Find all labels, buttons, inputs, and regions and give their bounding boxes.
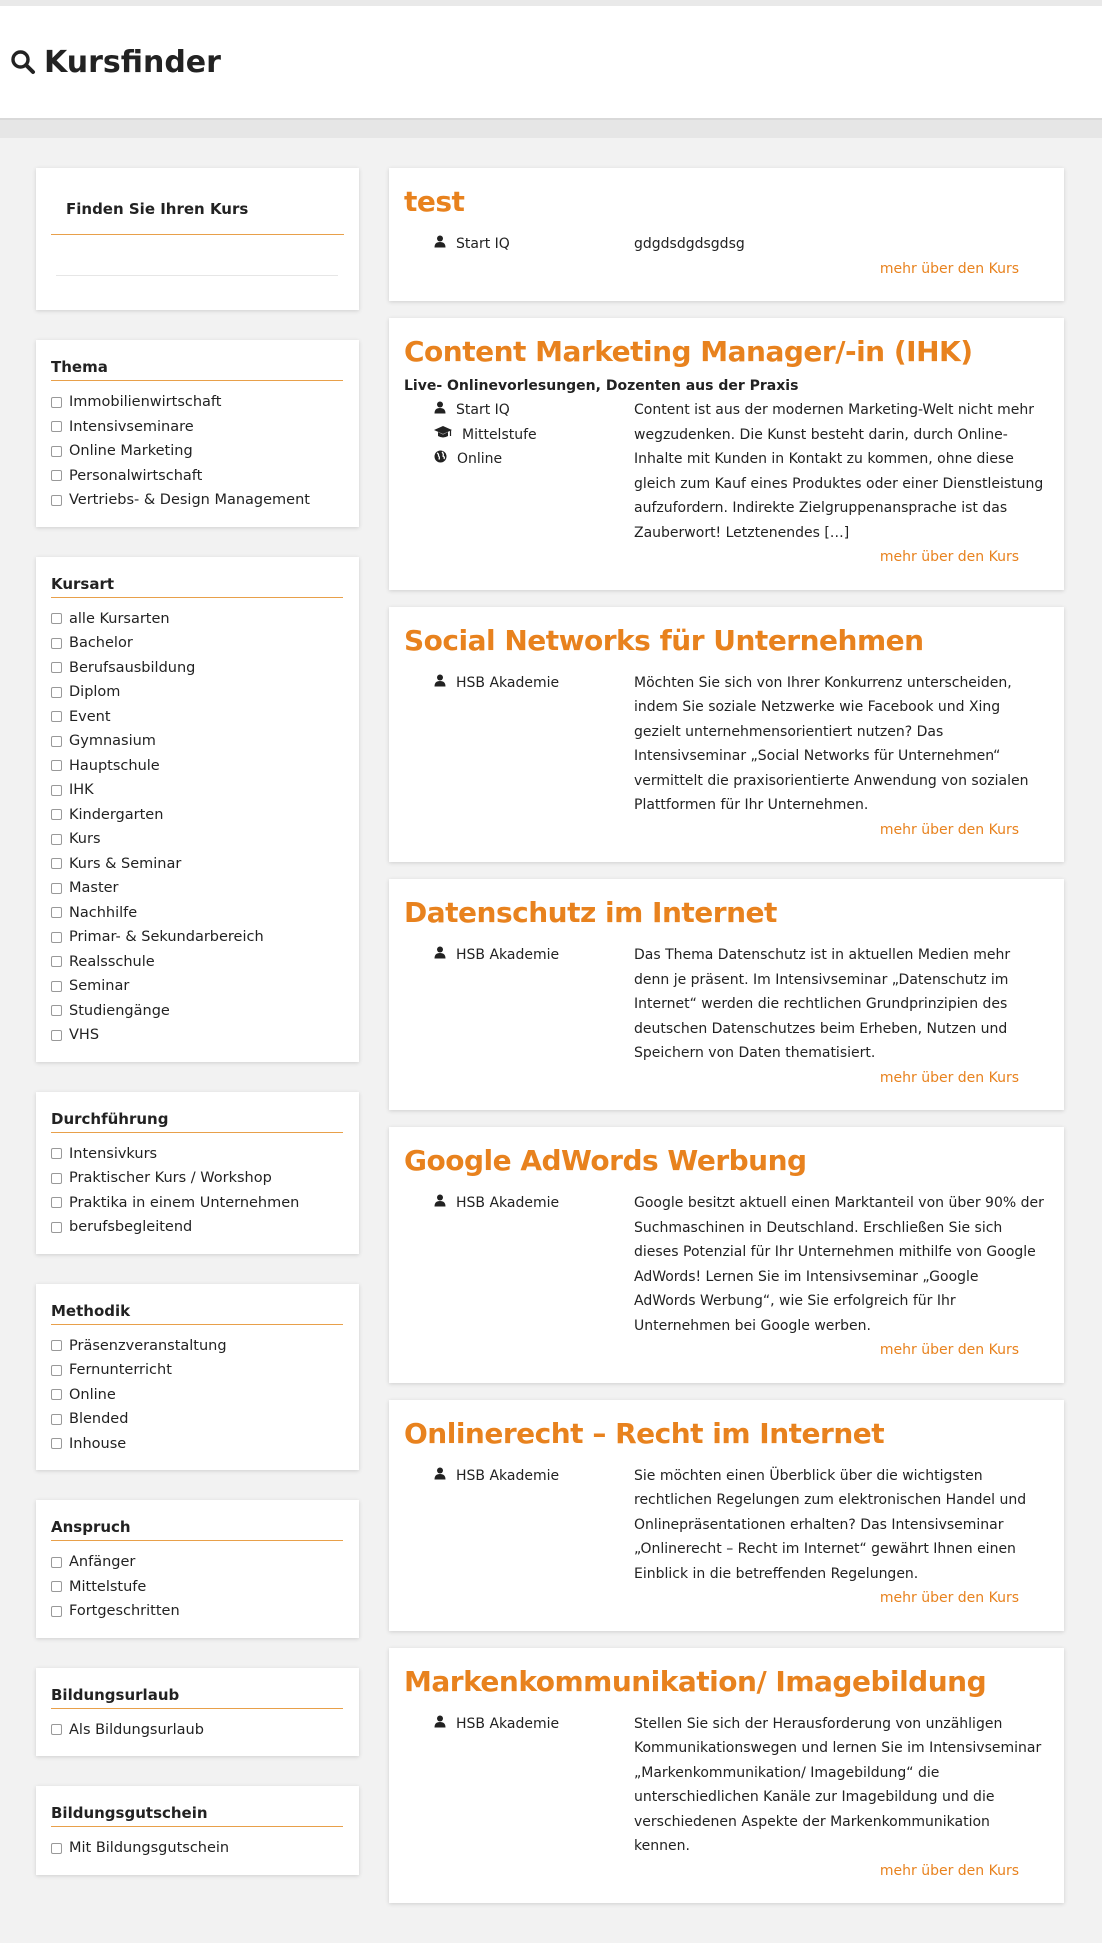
- filter-option-label: Bachelor: [69, 635, 133, 651]
- course-meta-item: [434, 1191, 634, 1216]
- course-title[interactable]: Content Marketing Manager/-in (IHK): [404, 335, 973, 368]
- checkbox[interactable]: [51, 1340, 62, 1351]
- course-description: gdgdsdgdsgdsg: [634, 236, 745, 252]
- page-title-text: Kursfinder: [44, 44, 221, 80]
- filter-option-event[interactable]: [51, 705, 343, 730]
- filter-group-title: Thema: [51, 358, 343, 381]
- user-icon: [434, 398, 446, 423]
- course-title[interactable]: Google AdWords Werbung: [404, 1144, 807, 1177]
- filter-option-label: Diplom: [69, 684, 121, 700]
- user-icon: [434, 671, 446, 696]
- course-meta-item: [434, 1464, 634, 1489]
- course-body: [404, 398, 1049, 545]
- checkbox[interactable]: [51, 1557, 62, 1568]
- checkbox[interactable]: [51, 785, 62, 796]
- filter-option-label: Realsschule: [69, 953, 155, 970]
- checkbox[interactable]: [51, 1222, 62, 1233]
- find-course-widget: [36, 168, 359, 310]
- checkbox[interactable]: [51, 495, 62, 506]
- user-icon: [434, 1712, 446, 1737]
- filter-option-label: Primar- & Sekundarbereich: [69, 929, 264, 945]
- checkbox[interactable]: [51, 932, 62, 943]
- checkbox[interactable]: [51, 1438, 62, 1449]
- filter-option-personalwirtschaft[interactable]: [51, 464, 343, 489]
- filter-option-fortgeschritten[interactable]: [51, 1599, 343, 1624]
- checkbox[interactable]: [51, 421, 62, 432]
- checkbox[interactable]: [51, 1843, 62, 1854]
- course-more-link[interactable]: mehr über den Kurs: [879, 549, 1019, 565]
- search-icon: [10, 49, 36, 75]
- filter-option-mit-bildungsgutschein[interactable]: [51, 1836, 343, 1861]
- course-title[interactable]: Datenschutz im Internet: [404, 896, 777, 929]
- course-meta-item: [434, 671, 634, 696]
- filter-group-title: Methodik: [51, 1302, 343, 1325]
- filter-option-label: Praktika in einem Unternehmen: [69, 1194, 300, 1211]
- course-meta: [404, 232, 634, 257]
- course-meta-text: HSB Akademie: [456, 674, 560, 691]
- filter-option-immobilienwirtschaft[interactable]: [51, 390, 343, 415]
- filter-option-label: Kurs: [69, 831, 101, 847]
- filter-option-nachhilfe[interactable]: [51, 901, 343, 926]
- main-layout: [0, 138, 1102, 1920]
- course-body: [404, 1712, 1049, 1859]
- checkbox[interactable]: [51, 858, 62, 869]
- checkbox[interactable]: [51, 1030, 62, 1041]
- filter-option-label: Mit Bildungsgutschein: [69, 1840, 230, 1856]
- course-title[interactable]: test: [404, 185, 465, 218]
- checkbox[interactable]: [51, 1197, 62, 1208]
- checkbox[interactable]: [51, 613, 62, 624]
- filter-option-hauptschule[interactable]: [51, 754, 343, 779]
- course-body: [404, 671, 1049, 818]
- filter-option-label: Anfänger: [69, 1554, 136, 1570]
- checkbox[interactable]: [51, 687, 62, 698]
- filter-group-title: Bildungsgutschein: [51, 1804, 343, 1827]
- filter-option-als-bildungsurlaub[interactable]: [51, 1718, 343, 1743]
- course-meta: [404, 1191, 634, 1338]
- checkbox[interactable]: [51, 834, 62, 845]
- divider: [56, 275, 338, 276]
- course-more-link[interactable]: mehr über den Kurs: [879, 1862, 1019, 1879]
- find-course-title: Finden Sie Ihren Kurs: [51, 200, 344, 235]
- course-more-link[interactable]: mehr über den Kurs: [879, 1342, 1019, 1358]
- filter-option-label: Online Marketing: [69, 443, 193, 459]
- filter-option-alle-kursarten[interactable]: [51, 607, 343, 632]
- checkbox[interactable]: [51, 736, 62, 747]
- course-meta: [404, 1712, 634, 1859]
- user-icon: [434, 943, 446, 968]
- filter-option-label: Nachhilfe: [69, 904, 138, 921]
- course-body: [404, 232, 1049, 257]
- checkbox[interactable]: [51, 1148, 62, 1159]
- course-meta-text: Start IQ: [456, 236, 510, 252]
- filter-option-kurs[interactable]: [51, 827, 343, 852]
- course-description: Stellen Sie sich der Herausforderung von unzähligen Kommunikationswegen und lernen Sie im Intensivseminar „Markenkommunikation/ Imagebildung“ die unterschiedlichen Kanäle zur Imagebildung und die verschiedenen Aspekte der Markenkommunikation kennen.: [634, 1715, 1042, 1854]
- filter-option-label: alle Kursarten: [69, 610, 170, 627]
- filter-option-label: Als Bildungsurlaub: [69, 1721, 204, 1738]
- course-meta-item: [434, 447, 634, 472]
- filter-group-kursart: [36, 557, 359, 1062]
- filter-group-durchfuhrung: [36, 1092, 359, 1254]
- checkbox[interactable]: [51, 981, 62, 992]
- filter-option-label: Intensivkurs: [69, 1145, 158, 1162]
- filter-option-label: Inhouse: [69, 1435, 127, 1452]
- filter-option-label: Event: [69, 708, 111, 725]
- filter-option-label: Master: [69, 880, 119, 896]
- filter-option-label: Gymnasium: [69, 733, 156, 749]
- filter-option-berufsausbildung[interactable]: [51, 656, 343, 681]
- filter-option-diplom[interactable]: [51, 680, 343, 705]
- user-icon: [434, 1191, 446, 1216]
- filter-option-label: Intensivseminare: [69, 418, 194, 435]
- checkbox[interactable]: [51, 1005, 62, 1016]
- course-card: [389, 879, 1064, 1110]
- checkbox[interactable]: [51, 638, 62, 649]
- filter-option-label: Kindergarten: [69, 806, 164, 823]
- filter-option-realsschule[interactable]: [51, 950, 343, 975]
- filter-option-label: Immobilienwirtschaft: [69, 394, 222, 410]
- filter-option-praktischer-kurs-workshop[interactable]: [51, 1166, 343, 1191]
- filter-option-seminar[interactable]: [51, 974, 343, 999]
- checkbox[interactable]: [51, 1581, 62, 1592]
- course-meta-text: Start IQ: [456, 402, 510, 418]
- course-meta-item: [434, 1712, 634, 1737]
- filter-option-label: Seminar: [69, 978, 130, 994]
- course-title[interactable]: Social Networks für Unternehmen: [404, 623, 924, 657]
- checkbox[interactable]: [51, 907, 62, 918]
- filter-group-title: Bildungsurlaub: [51, 1686, 343, 1709]
- course-meta-item: [434, 232, 634, 257]
- course-meta: [404, 398, 634, 545]
- filter-group-anspruch: [36, 1500, 359, 1638]
- checkbox[interactable]: [51, 760, 62, 771]
- filter-option-label: Kurs & Seminar: [69, 855, 182, 872]
- course-description: Sie möchten einen Überblick über die wichtigsten rechtlichen Regelungen zum elektronischen Handel und Onlinepräsentationen erhalten? Das Intensivseminar „Onlinerecht – Recht im Internet“ gewährt Ihnen einen Einblick in die betreffenden Regelungen.: [634, 1467, 1027, 1582]
- checkbox[interactable]: [51, 956, 62, 967]
- filter-option-master[interactable]: [51, 876, 343, 901]
- filter-option-label: Studiengänge: [69, 1002, 170, 1019]
- header-band: [0, 120, 1102, 138]
- filter-group-thema: [36, 340, 359, 527]
- checkbox[interactable]: [51, 662, 62, 673]
- filter-option-intensivseminare[interactable]: [51, 415, 343, 440]
- course-meta-text: HSB Akademie: [456, 947, 560, 963]
- filter-option-label: Personalwirtschaft: [69, 467, 203, 484]
- filter-option-label: Vertriebs- & Design Management: [69, 492, 310, 508]
- course-body: [404, 1464, 1049, 1587]
- course-meta: [404, 671, 634, 818]
- user-icon: [434, 1464, 446, 1489]
- course-description: Möchten Sie sich von Ihrer Konkurrenz unterscheiden, indem Sie soziale Netzwerke wie Facebook und Xing gezielt unternehmensorientiert nutzen? Das Intensivseminar „Social Networks für Unternehmen“ vermittelt die praxisorientierte Anwendung von sozialen Plattformen für Ihr Unternehmen.: [634, 674, 1029, 813]
- course-card: [389, 1400, 1064, 1631]
- filter-option-label: IHK: [69, 782, 94, 798]
- checkbox[interactable]: [51, 1724, 62, 1735]
- filter-group-title: Kursart: [51, 575, 343, 598]
- filter-group-title: Anspruch: [51, 1518, 343, 1541]
- checkbox[interactable]: [51, 1389, 62, 1400]
- globe-icon: [434, 447, 447, 472]
- user-icon: [434, 232, 446, 257]
- filter-option-label: berufsbegleitend: [69, 1219, 193, 1235]
- course-subtitle: Live- Onlinevorlesungen, Dozenten aus der Praxis: [404, 378, 799, 394]
- checkbox[interactable]: [51, 397, 62, 408]
- filter-option-vertriebs-design-management[interactable]: [51, 488, 343, 513]
- course-description: Content ist aus der modernen Marketing-Welt nicht mehr wegzudenken. Die Kunst besteht darin, durch Online-Inhalte mit Kunden in Kontakt zu kommen, ohne diese gleich zum Kauf eines Produktes oder einer Dienstleistung aufzufordern. Indirekte Zielgruppenansprache ist das Zauberwort! Letztenendes […]: [634, 402, 1044, 541]
- filter-option-bachelor[interactable]: [51, 631, 343, 656]
- filter-option-label: Präsenzveranstaltung: [69, 1337, 227, 1354]
- page-title: [10, 45, 221, 80]
- filter-option-kindergarten[interactable]: [51, 803, 343, 828]
- filter-option-berufsbegleitend[interactable]: [51, 1215, 343, 1240]
- course-more-link[interactable]: mehr über den Kurs: [879, 821, 1019, 838]
- filter-option-fernunterricht[interactable]: [51, 1358, 343, 1383]
- course-meta-text: HSB Akademie: [456, 1715, 560, 1732]
- course-description: Das Thema Datenschutz ist in aktuellen Medien mehr denn je präsent. Im Intensivseminar „Datenschutz im Internet“ werden die rechtlichen Grundprinzipien des deutschen Datenschutzes beim Erheben, Nutzen und Speichern von Daten thematisiert.: [634, 947, 1011, 1061]
- checkbox[interactable]: [51, 446, 62, 457]
- course-meta: [404, 943, 634, 1066]
- course-body: [404, 1191, 1049, 1338]
- course-meta-text: HSB Akademie: [456, 1195, 560, 1211]
- filter-option-label: VHS: [69, 1027, 100, 1043]
- course-body: [404, 943, 1049, 1066]
- filter-option-inhouse[interactable]: [51, 1432, 343, 1457]
- filter-option-label: Hauptschule: [69, 757, 160, 774]
- course-meta-item: [434, 423, 634, 448]
- checkbox[interactable]: [51, 883, 62, 894]
- filter-option-label: Berufsausbildung: [69, 659, 196, 676]
- filter-option-online-marketing[interactable]: [51, 439, 343, 464]
- filter-option-anfanger[interactable]: [51, 1550, 343, 1575]
- checkbox[interactable]: [51, 470, 62, 481]
- course-meta-text: Mittelstufe: [462, 426, 537, 443]
- course-meta-item: [434, 943, 634, 968]
- course-card: [389, 168, 1064, 301]
- course-meta-item: [434, 398, 634, 423]
- filter-option-ihk[interactable]: [51, 778, 343, 803]
- graduation-cap-icon: [434, 423, 452, 448]
- course-more-link[interactable]: mehr über den Kurs: [879, 1590, 1019, 1606]
- course-more-link[interactable]: mehr über den Kurs: [879, 260, 1019, 277]
- checkbox[interactable]: [51, 1365, 62, 1376]
- course-meta-text: HSB Akademie: [456, 1467, 560, 1484]
- course-description: Google besitzt aktuell einen Marktanteil von über 90% der Suchmaschinen in Deutschland. Erschließen Sie sich dieses Potenzial für Ihr Unternehmen mithilfe von Google AdWords! Lernen Sie im Intensivseminar „Google AdWords Werbung“, wie Sie erfolgreich für Ihr Unternehmen bei Google werben.: [634, 1195, 1044, 1334]
- filter-option-praktika-in-einem-unternehmen[interactable]: [51, 1191, 343, 1216]
- filter-option-primar-sekundarbereich[interactable]: [51, 925, 343, 950]
- filter-option-gymnasium[interactable]: [51, 729, 343, 754]
- filter-option-kurs-seminar[interactable]: [51, 852, 343, 877]
- filter-option-blended[interactable]: [51, 1407, 343, 1432]
- course-meta: [404, 1464, 634, 1587]
- checkbox[interactable]: [51, 1414, 62, 1425]
- filter-option-label: Fortgeschritten: [69, 1603, 180, 1619]
- filter-option-mittelstufe[interactable]: [51, 1575, 343, 1600]
- filter-option-label: Mittelstufe: [69, 1578, 147, 1595]
- course-card: [389, 1127, 1064, 1383]
- filter-option-label: Blended: [69, 1411, 129, 1427]
- filter-option-label: Praktischer Kurs / Workshop: [69, 1170, 272, 1186]
- filter-option-prasenzveranstaltung[interactable]: [51, 1334, 343, 1359]
- filter-option-vhs[interactable]: [51, 1023, 343, 1048]
- filter-group-bildungsurlaub: [36, 1668, 359, 1757]
- course-card: [389, 318, 1064, 590]
- course-title[interactable]: Onlinerecht – Recht im Internet: [404, 1416, 885, 1450]
- course-card: [389, 607, 1064, 863]
- filter-group-methodik: [36, 1284, 359, 1471]
- filter-option-studiengange[interactable]: [51, 999, 343, 1024]
- course-title[interactable]: Markenkommunikation/ Imagebildung: [404, 1664, 987, 1698]
- course-list: [389, 168, 1064, 1920]
- filter-option-label: Fernunterricht: [69, 1362, 172, 1378]
- filter-group-title: Durchführung: [51, 1110, 343, 1133]
- course-more-link[interactable]: mehr über den Kurs: [879, 1069, 1019, 1086]
- filter-option-online[interactable]: [51, 1383, 343, 1408]
- checkbox[interactable]: [51, 711, 62, 722]
- checkbox[interactable]: [51, 1173, 62, 1184]
- checkbox[interactable]: [51, 1606, 62, 1617]
- page-header: [0, 6, 1102, 120]
- filter-option-label: Online: [69, 1386, 116, 1403]
- checkbox[interactable]: [51, 809, 62, 820]
- course-card: [389, 1648, 1064, 1904]
- filter-option-intensivkurs[interactable]: [51, 1142, 343, 1167]
- filter-group-bildungsgutschein: [36, 1786, 359, 1875]
- course-meta-text: Online: [457, 451, 503, 467]
- filter-sidebar: [36, 168, 359, 1920]
